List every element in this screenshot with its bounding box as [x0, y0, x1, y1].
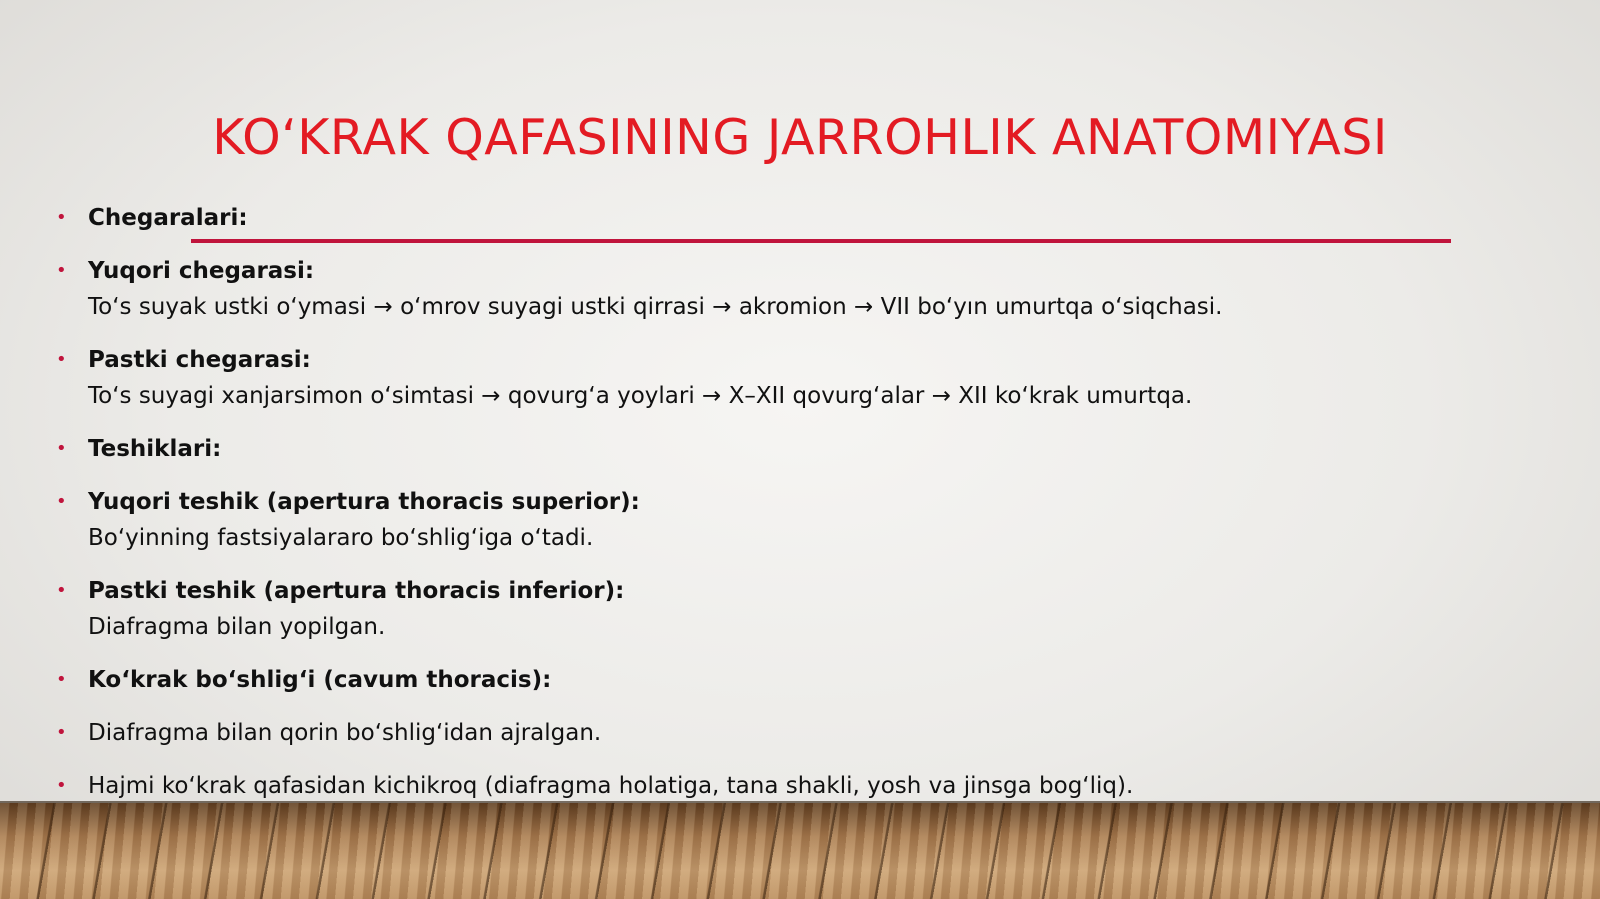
list-item: [56, 484, 1516, 556]
bullet-icon: •: [56, 207, 67, 228]
item-body: To‘s suyak ustki o‘ymasi → o‘mrov suyagi ustki qirrasi → akromion → VII bo‘yın umurtqa o‘siqchasi.: [88, 294, 1223, 320]
item-heading: Teshiklari:: [88, 436, 222, 462]
item-heading: Yuqori chegarasi:: [88, 258, 315, 284]
list-item: [56, 715, 1516, 751]
list-item: [56, 431, 1516, 467]
list-item: [56, 253, 1516, 325]
bullet-icon: •: [56, 438, 67, 459]
bullet-icon: •: [56, 491, 67, 512]
list-item: [56, 662, 1516, 698]
list-item: [56, 573, 1516, 645]
item-body: Bo‘yinning fastsiyalararo bo‘shlig‘iga o‘tadi.: [88, 525, 594, 551]
item-heading: Ko‘krak bo‘shlig‘i (cavum thoracis):: [88, 667, 552, 693]
bullet-icon: •: [56, 722, 67, 743]
item-body: Diafragma bilan yopilgan.: [88, 614, 386, 640]
slide-title: KO‘KRAK QAFASINING JARROHLIK ANATOMIYASI: [212, 109, 1388, 166]
item-body: To‘s suyagi xanjarsimon o‘simtasi → qovurg‘a yoylari → X–XII qovurg‘alar → XII ko‘krak umurtqa.: [88, 383, 1193, 409]
item-heading: Yuqori teshik (apertura thoracis superior):: [88, 489, 640, 515]
bullet-icon: •: [56, 260, 67, 281]
item-body: Hajmi ko‘krak qafasidan kichikroq (diafragma holatiga, tana shakli, yosh va jinsga bog‘liq).: [88, 773, 1134, 799]
bullet-icon: •: [56, 669, 67, 690]
bullet-icon: •: [56, 580, 67, 601]
bullet-icon: •: [56, 349, 67, 370]
item-heading: Chegaralari:: [88, 205, 248, 231]
title-divider: [191, 239, 1451, 243]
item-body: Diafragma bilan qorin bo‘shlig‘idan ajralgan.: [88, 720, 602, 746]
list-item: [56, 200, 1516, 236]
item-heading: Pastki chegarasi:: [88, 347, 311, 373]
bullet-icon: •: [56, 775, 67, 796]
item-heading: Pastki teshik (apertura thoracis inferior):: [88, 578, 625, 604]
list-item: [56, 768, 1516, 804]
list-item: [56, 342, 1516, 414]
wood-floor: [0, 803, 1600, 899]
